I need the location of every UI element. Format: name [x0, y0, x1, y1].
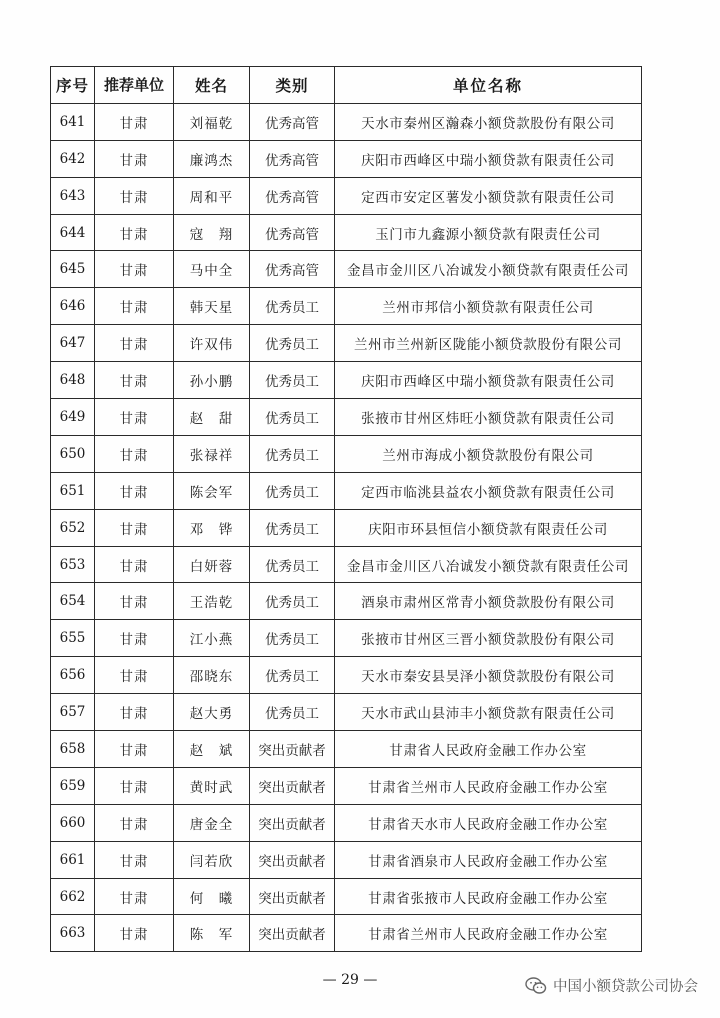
row-category: 突出贡献者: [250, 878, 335, 915]
row-recommending-unit: 甘肃: [95, 435, 174, 472]
row-recommending-unit: 甘肃: [95, 694, 174, 731]
row-name: 陈 军: [174, 915, 250, 952]
row-organization: 庆阳市环县恒信小额贷款有限责任公司: [335, 509, 642, 546]
row-name: 闫若欣: [174, 841, 250, 878]
row-organization: 定西市安定区薯发小额贷款有限责任公司: [335, 177, 642, 214]
row-recommending-unit: 甘肃: [95, 399, 174, 436]
row-seq: 663: [51, 915, 95, 952]
row-category: 突出贡献者: [250, 804, 335, 841]
row-category: 优秀员工: [250, 325, 335, 362]
row-category: 突出贡献者: [250, 767, 335, 804]
row-seq: 643: [51, 177, 95, 214]
row-organization: 甘肃省酒泉市人民政府金融工作办公室: [335, 841, 642, 878]
row-category: 优秀员工: [250, 399, 335, 436]
header-category: 类别: [250, 67, 335, 104]
row-organization: 甘肃省天水市人民政府金融工作办公室: [335, 804, 642, 841]
table-row: [51, 103, 642, 140]
row-organization: 玉门市九鑫源小额贷款有限责任公司: [335, 214, 642, 251]
row-name: 邓 铧: [174, 509, 250, 546]
watermark: [525, 975, 698, 996]
row-organization: 甘肃省兰州市人民政府金融工作办公室: [335, 767, 642, 804]
row-recommending-unit: 甘肃: [95, 288, 174, 325]
row-organization: 金昌市金川区八冶诚发小额贷款有限责任公司: [335, 546, 642, 583]
row-category: 优秀高管: [250, 140, 335, 177]
watermark-text: 中国小额贷款公司协会: [553, 979, 698, 995]
header-name: 姓名: [174, 67, 250, 104]
row-name: 周和平: [174, 177, 250, 214]
row-seq: 660: [51, 804, 95, 841]
table-row: [51, 288, 642, 325]
row-organization: 甘肃省张掖市人民政府金融工作办公室: [335, 878, 642, 915]
row-seq: 657: [51, 694, 95, 731]
row-seq: 644: [51, 214, 95, 251]
header-recommending-unit: 推荐单位: [95, 67, 174, 104]
row-organization: 金昌市金川区八冶诚发小额贷款有限责任公司: [335, 251, 642, 288]
row-seq: 642: [51, 140, 95, 177]
row-recommending-unit: 甘肃: [95, 915, 174, 952]
header-seq: 序号: [51, 67, 95, 104]
row-seq: 654: [51, 583, 95, 620]
row-seq: 655: [51, 620, 95, 657]
table-row: [51, 694, 642, 731]
row-organization: 天水市秦安县昊泽小额贷款股份有限公司: [335, 657, 642, 694]
row-recommending-unit: 甘肃: [95, 140, 174, 177]
row-recommending-unit: 甘肃: [95, 251, 174, 288]
row-organization: 兰州市海成小额贷款股份有限公司: [335, 435, 642, 472]
row-recommending-unit: 甘肃: [95, 620, 174, 657]
row-name: 白妍蓉: [174, 546, 250, 583]
row-organization: 甘肃省人民政府金融工作办公室: [335, 731, 642, 768]
table-row: [51, 509, 642, 546]
row-organization: 定西市临洮县益农小额贷款有限责任公司: [335, 472, 642, 509]
row-name: 寇 翔: [174, 214, 250, 251]
row-organization: 天水市武山县沛丰小额贷款有限责任公司: [335, 694, 642, 731]
row-organization: 庆阳市西峰区中瑞小额贷款有限责任公司: [335, 362, 642, 399]
header-organization: 单位名称: [335, 67, 642, 104]
row-category: 优秀员工: [250, 435, 335, 472]
row-name: 王浩乾: [174, 583, 250, 620]
row-recommending-unit: 甘肃: [95, 767, 174, 804]
row-seq: 658: [51, 731, 95, 768]
row-category: 优秀员工: [250, 546, 335, 583]
table-row: [51, 140, 642, 177]
row-recommending-unit: 甘肃: [95, 362, 174, 399]
row-name: 赵 甜: [174, 399, 250, 436]
row-seq: 661: [51, 841, 95, 878]
row-name: 何 曦: [174, 878, 250, 915]
row-seq: 659: [51, 767, 95, 804]
table-header-row: [51, 67, 642, 104]
row-organization: 张掖市甘州区炜旺小额贷款有限责任公司: [335, 399, 642, 436]
row-seq: 645: [51, 251, 95, 288]
row-name: 马中全: [174, 251, 250, 288]
roster-table: [50, 66, 642, 952]
table-row: [51, 657, 642, 694]
row-name: 陈会军: [174, 472, 250, 509]
table-row: [51, 878, 642, 915]
row-recommending-unit: 甘肃: [95, 731, 174, 768]
row-name: 邵晓东: [174, 657, 250, 694]
row-name: 刘福乾: [174, 103, 250, 140]
row-name: 黄时武: [174, 767, 250, 804]
row-category: 优秀高管: [250, 103, 335, 140]
row-recommending-unit: 甘肃: [95, 657, 174, 694]
row-seq: 649: [51, 399, 95, 436]
row-category: 突出贡献者: [250, 731, 335, 768]
row-name: 唐金全: [174, 804, 250, 841]
table-row: [51, 583, 642, 620]
row-organization: 庆阳市西峰区中瑞小额贷款有限责任公司: [335, 140, 642, 177]
row-seq: 651: [51, 472, 95, 509]
row-name: 赵 斌: [174, 731, 250, 768]
row-name: 赵大勇: [174, 694, 250, 731]
row-recommending-unit: 甘肃: [95, 841, 174, 878]
row-recommending-unit: 甘肃: [95, 325, 174, 362]
table-row: [51, 177, 642, 214]
row-recommending-unit: 甘肃: [95, 214, 174, 251]
row-category: 优秀员工: [250, 288, 335, 325]
table-row: [51, 251, 642, 288]
row-name: 张禄祥: [174, 435, 250, 472]
row-category: 优秀员工: [250, 472, 335, 509]
table-row: [51, 399, 642, 436]
row-name: 廉鸿杰: [174, 140, 250, 177]
row-recommending-unit: 甘肃: [95, 804, 174, 841]
row-organization: 兰州市兰州新区陇能小额贷款股份有限公司: [335, 325, 642, 362]
row-category: 优秀员工: [250, 657, 335, 694]
row-seq: 652: [51, 509, 95, 546]
row-category: 优秀员工: [250, 694, 335, 731]
table-row: [51, 841, 642, 878]
table-row: [51, 804, 642, 841]
table-row: [51, 767, 642, 804]
row-recommending-unit: 甘肃: [95, 583, 174, 620]
table-row: [51, 915, 642, 952]
row-recommending-unit: 甘肃: [95, 509, 174, 546]
row-organization: 兰州市邦信小额贷款有限责任公司: [335, 288, 642, 325]
row-recommending-unit: 甘肃: [95, 472, 174, 509]
table-body: [51, 103, 642, 951]
row-recommending-unit: 甘肃: [95, 546, 174, 583]
wechat-icon: [525, 977, 547, 995]
row-seq: 641: [51, 103, 95, 140]
row-recommending-unit: 甘肃: [95, 878, 174, 915]
row-category: 优秀员工: [250, 583, 335, 620]
row-seq: 653: [51, 546, 95, 583]
table-row: [51, 472, 642, 509]
row-organization: 天水市秦州区瀚森小额贷款股份有限公司: [335, 103, 642, 140]
row-seq: 648: [51, 362, 95, 399]
table-row: [51, 214, 642, 251]
row-name: 江小燕: [174, 620, 250, 657]
row-category: 优秀员工: [250, 620, 335, 657]
row-category: 突出贡献者: [250, 915, 335, 952]
row-category: 优秀员工: [250, 509, 335, 546]
row-category: 优秀高管: [250, 177, 335, 214]
page-number: — 29 —: [322, 972, 378, 988]
row-name: 许双伟: [174, 325, 250, 362]
row-category: 优秀高管: [250, 251, 335, 288]
row-seq: 647: [51, 325, 95, 362]
row-seq: 662: [51, 878, 95, 915]
row-name: 孙小鹏: [174, 362, 250, 399]
table-row: [51, 435, 642, 472]
row-recommending-unit: 甘肃: [95, 177, 174, 214]
row-seq: 646: [51, 288, 95, 325]
row-recommending-unit: 甘肃: [95, 103, 174, 140]
table-row: [51, 362, 642, 399]
row-organization: 酒泉市肃州区常青小额贷款股份有限公司: [335, 583, 642, 620]
table-row: [51, 546, 642, 583]
table-row: [51, 731, 642, 768]
table-row: [51, 620, 642, 657]
row-category: 突出贡献者: [250, 841, 335, 878]
row-organization: 甘肃省兰州市人民政府金融工作办公室: [335, 915, 642, 952]
row-seq: 656: [51, 657, 95, 694]
row-category: 优秀员工: [250, 362, 335, 399]
row-name: 韩天星: [174, 288, 250, 325]
row-organization: 张掖市甘州区三晋小额贷款股份有限公司: [335, 620, 642, 657]
row-seq: 650: [51, 435, 95, 472]
row-category: 优秀高管: [250, 214, 335, 251]
table-row: [51, 325, 642, 362]
